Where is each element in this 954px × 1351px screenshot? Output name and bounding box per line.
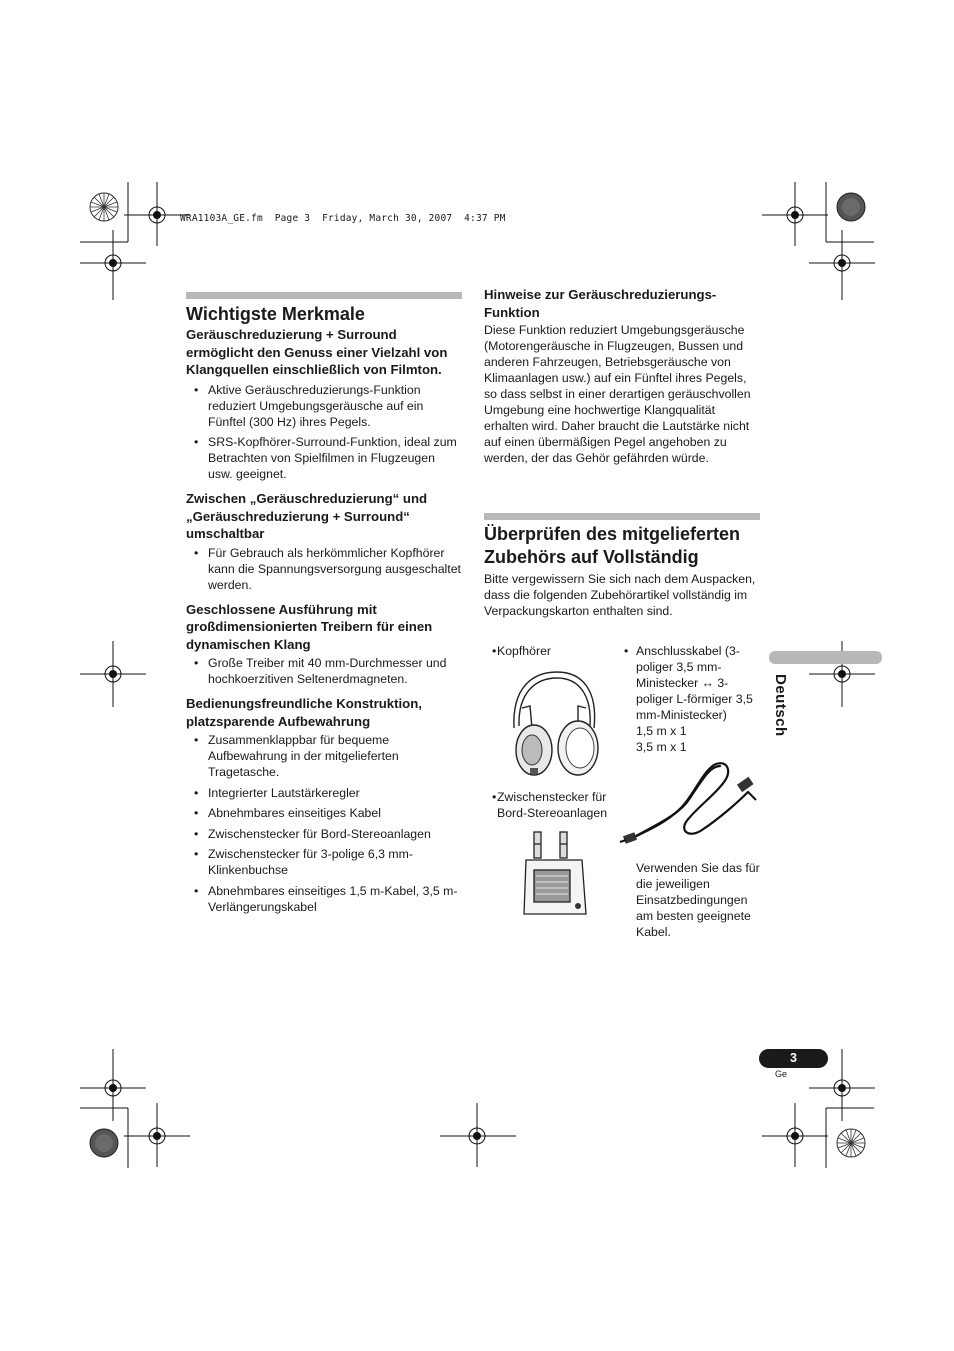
section-rule [186, 292, 462, 299]
list-item: • SRS-Kopfhörer-Surround-Funktion, ideal zum Betrachten von Spielfilmen in Flugzeugen usw. geeignet. [186, 434, 462, 482]
list-item: • Zwischenstecker für Bord-Stereoanlagen [186, 826, 462, 842]
list-item: • Zusammenklappbar für bequeme Aufbewahrung in der mitgelieferten Tragetasche. [186, 732, 462, 780]
accessories-intro: Bitte vergewissern Sie sich nach dem Auspacken, dass die folgenden Zubehörartikel vollständig im Verpackungskarton enthalten sind. [484, 572, 756, 618]
crosshair-mark [140, 198, 174, 232]
feature-list [186, 382, 462, 483]
crosshair-mark [140, 1119, 174, 1153]
crosshair-mark [96, 657, 130, 691]
gray-target-mark [89, 1128, 119, 1158]
notes-section [484, 286, 760, 466]
cable-illustration [624, 758, 760, 850]
file-info-header: WRA1103A_GE.fm Page 3 Friday, March 30, 2007 4:37 PM [180, 213, 506, 224]
feature-heading: Bedienungsfreundliche Konstruktion, platzsparende Aufbewahrung [186, 696, 422, 729]
feature-list [186, 732, 462, 915]
cable-length: 3,5 m x 1 [636, 740, 687, 754]
list-item: • Zwischenstecker für Bord-Stereoanlagen [484, 789, 624, 821]
list-item: • Integrierter Lautstärkeregler [186, 785, 462, 801]
crosshair-mark [778, 198, 812, 232]
gray-target-mark [836, 192, 866, 222]
star-target-mark [89, 192, 119, 222]
language-tab-bar [769, 651, 882, 664]
list-item: • Zwischenstecker für 3-polige 6,3 mm-Klinkenbuchse [186, 846, 462, 878]
accessory-item-cable: • Anschlusskabel (3-poliger 3,5 mm-Ministecker ↔ 3-poliger L-förmiger 3,5 mm-Ministecker) 1,5 m x 1 3,5 m x 1 [624, 644, 753, 754]
accessories-title: Überprüfen des mitgelieferten Zubehörs auf Vollständig [484, 524, 741, 567]
crosshair-mark [825, 1071, 859, 1105]
language-tab-label: Deutsch [772, 674, 789, 737]
accessory-item-headphones [484, 643, 614, 664]
feature-heading: Geräuschreduzierung + Surround ermöglicht den Genuss einer Vielzahl von Klangquellen einschließlich von Filmton. [186, 327, 448, 377]
adapter-illustration [520, 830, 592, 920]
list-item: • Für Gebrauch als herkömmlicher Kopfhörer kann die Spannungsversorgung ausgeschaltet werden. [186, 545, 462, 593]
list-item: • Abnehmbares einseitiges 1,5 m-Kabel, 3,5 m-Verlängerungskabel [186, 883, 462, 915]
star-target-mark [836, 1128, 866, 1158]
cable-description: Anschlusskabel (3-poliger 3,5 mm-Ministecker [636, 644, 740, 690]
crosshair-mark [96, 1071, 130, 1105]
page-number: 3 [759, 1049, 828, 1068]
crosshair-mark [778, 1119, 812, 1153]
cable-description-end: 3-poliger L-förmiger 3,5 mm-Ministecker) [636, 676, 753, 722]
cable-length: 1,5 m x 1 [636, 724, 687, 738]
crosshair-mark [825, 246, 859, 280]
section-title: Wichtigste Merkmale [186, 304, 365, 324]
double-arrow-icon: ↔ [701, 676, 714, 690]
feature-heading: Zwischen „Geräuschreduzierung“ und „Geräuschreduzierung + Surround“ umschaltbar [186, 491, 428, 541]
crosshair-mark [460, 1119, 494, 1153]
accessory-item-adapter [484, 789, 624, 826]
headphones-illustration [502, 668, 602, 778]
section-rule [484, 513, 760, 520]
cable-note: Verwenden Sie das für die jeweiligen Einsatzbedingungen am besten geeignete Kabel. [636, 861, 760, 939]
crosshair-mark [96, 246, 130, 280]
feature-list [186, 655, 462, 687]
list-item: • Aktive Geräuschreduzierungs-Funktion reduziert Umgebungsgeräusche auf ein Fünftel (300 Hz) ihres Pegels. [186, 382, 462, 430]
left-column [186, 292, 462, 919]
accessories-section [484, 513, 760, 619]
list-item: • Große Treiber mit 40 mm-Durchmesser und hochkoerzitiven Seltenerdmagneten. [186, 655, 462, 687]
feature-heading: Geschlossene Ausführung mit großdimensionierten Treibern für einen dynamischen Klang [186, 601, 433, 652]
notes-heading: Hinweise zur Geräuschreduzierungs-Funktion [484, 287, 717, 320]
notes-text: Diese Funktion reduziert Umgebungsgeräusche (Motorengeräusche in Flugzeugen, Bussen und anderen Fahrzeugen, Betriebsgeräusche von Klimaanlagen usw.) auf ein Fünftel ihres Pegels, so dass selbst in einer derartigen geräuschvollen Umgebung eine hochwertige Klangqualität erhalten wird. Daher braucht die Lautstärke nicht auf einen übermäßigen Pegel angehoben zu werden, der das Gehör gefährden würde. [484, 323, 751, 465]
list-item: • Abnehmbares einseitiges Kabel [186, 805, 462, 821]
feature-list [186, 545, 462, 593]
list-item: • Kopfhörer [484, 643, 614, 659]
page-code: Ge [775, 1069, 788, 1079]
